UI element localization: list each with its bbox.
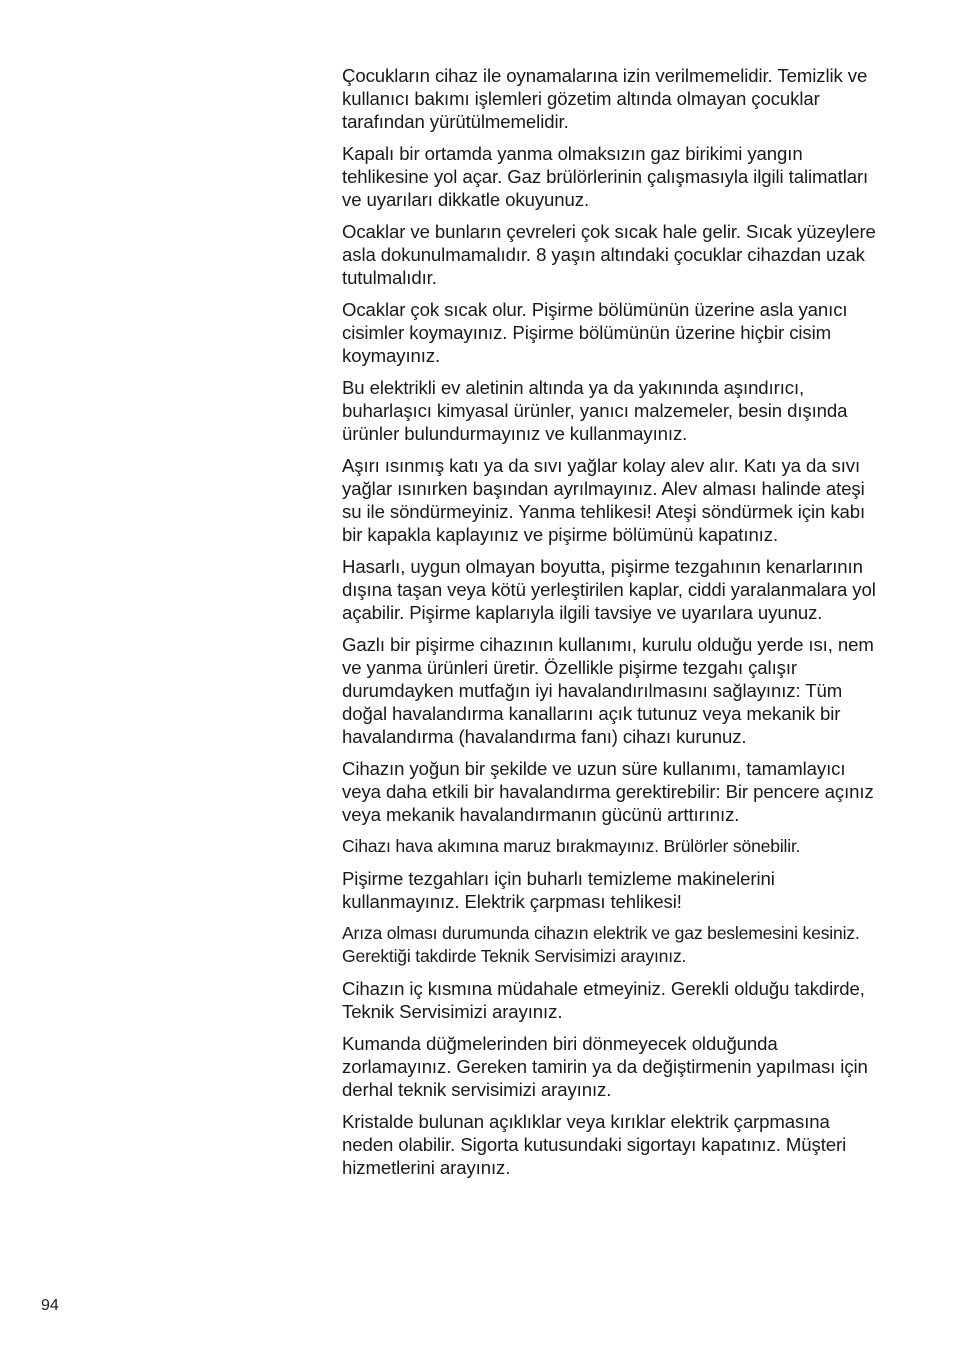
paragraph-overheated-oil: Aşırı ısınmış katı ya da sıvı yağlar kolay alev alır. Katı ya da sıvı yağlar ısınırken başından ayrılmayınız. Alev alması halinde ateşi su ile söndürmeyiniz. Yanma tehlikesi! Ateşi söndürmek için kabı bir kapakla kaplayınız ve pişirme bölümünü kapatınız. [342, 455, 866, 545]
paragraph-flammable-objects: Ocaklar çok sıcak olur. Pişirme bölümünün üzerine asla yanıcı cisimler koymayınız. Pişirme bölümünün üzerine hiçbir cisim koymayınız. [342, 299, 848, 366]
paragraph-ventilation: Gazlı bir pişirme cihazının kullanımı, kurulu olduğu yerde ısı, nem ve yanma ürünleri üretir. Özellikle pişirme tezgahı çalışır durumdayken mutfağın iyi havalandırılmasını sağlayınız: Tüm doğal havalandırma kanallarını açık tutunuz veya mekanik bir havalandırma (havalandırma fanı) cihazı kurunuz. [342, 634, 874, 747]
paragraph-malfunction: Arıza olması durumunda cihazın elektrik ve gaz beslemesini kesiniz. Gerektiği takdirde Teknik Servisimizi arayınız. [342, 923, 860, 966]
paragraph-internal-repair: Cihazın iç kısmına müdahale etmeyiniz. Gerekli olduğu takdirde, Teknik Servisimizi arayınız. [342, 978, 865, 1022]
paragraph-hot-surfaces: Ocaklar ve bunların çevreleri çok sıcak hale gelir. Sıcak yüzeylere asla dokunulmamalıdır. 8 yaşın altındaki çocuklar cihazdan uzak tutulmalıdır. [342, 221, 876, 288]
safety-instructions [342, 64, 882, 1188]
paragraph-children-play: Çocukların cihaz ile oynamalarına izin verilmemelidir. Temizlik ve kullanıcı bakımı işlemleri gözetim altında olmayan çocuklar tarafından yürütülmemelidir. [342, 65, 868, 132]
paragraph-draught: Cihazı hava akımına maruz bırakmayınız. Brülörler sönebilir. [342, 836, 801, 856]
paragraph-chemical-products: Bu elektrikli ev aletinin altında ya da yakınında aşındırıcı, buharlaşıcı kimyasal ürünler, yanıcı malzemeler, besin dışında ürünler bulundurmayınız ve kullanmayınız. [342, 377, 848, 444]
page-number: 94 [41, 1297, 59, 1314]
paragraph-extended-use: Cihazın yoğun bir şekilde ve uzun süre kullanımı, tamamlayıcı veya daha etkili bir havalandırma gerektirebilir: Bir pencere açınız veya mekanik havalandırmanın gücünü arttırınız. [342, 758, 874, 825]
paragraph-glass-cracks: Kristalde bulunan açıklıklar veya kırıklar elektrik çarpmasına neden olabilir. Sigorta kutusundaki sigortayı kapatınız. Müşteri hizmetlerini arayınız. [342, 1111, 847, 1178]
paragraph-gas-accumulation: Kapalı bir ortamda yanma olmaksızın gaz birikimi yangın tehlikesine yol açar. Gaz brülörlerinin çalışmasıyla ilgili talimatları ve uyarıları dikkatle okuyunuz. [342, 143, 869, 210]
paragraph-damaged-pans: Hasarlı, uygun olmayan boyutta, pişirme tezgahının kenarlarının dışına taşan veya kötü yerleştirilen kaplar, ciddi yaralanmalara yol açabilir. Pişirme kaplarıyla ilgili tavsiye ve uyarılara uyunuz. [342, 556, 876, 623]
paragraph-steam-cleaners: Pişirme tezgahları için buharlı temizleme makinelerini kullanmayınız. Elektrik çarpması tehlikesi! [342, 868, 775, 912]
paragraph-control-knobs: Kumanda düğmelerinden biri dönmeyecek olduğunda zorlamayınız. Gereken tamirin ya da değiştirmenin yapılması için derhal teknik servisimizi arayınız. [342, 1033, 868, 1100]
